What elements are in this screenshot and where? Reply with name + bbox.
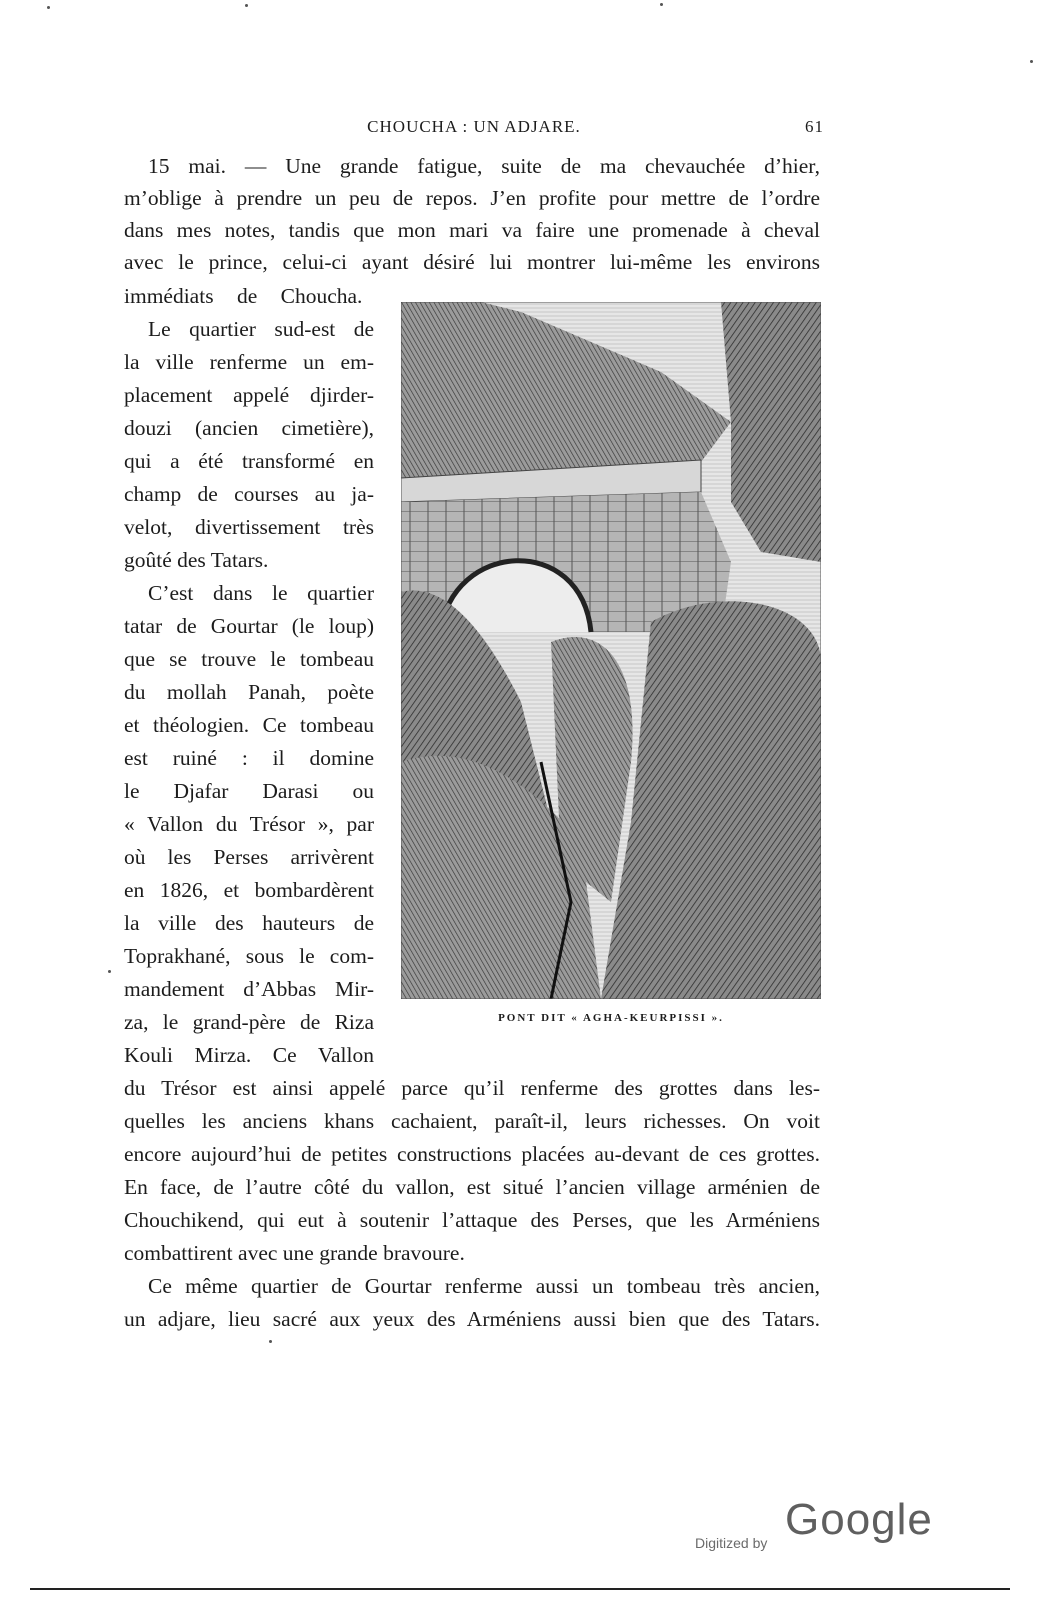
text-line: tatar de Gourtar (le loup): [124, 614, 374, 638]
scan-speck: [269, 1340, 272, 1343]
text-line: qui a été transformé en: [124, 449, 374, 473]
text-line: quelles les anciens khans cachaient, paraît-il, leurs richesses. On voit: [124, 1109, 820, 1133]
text-line: goûté des Tatars.: [124, 548, 269, 572]
google-logo: Google: [785, 1495, 933, 1544]
text-line: encore aujourd’hui de petites constructions placées au-devant de ces grottes.: [124, 1142, 820, 1166]
illustration-caption: PONT DIT « AGHA-KEURPISSI ».: [498, 1012, 724, 1024]
digitized-by-label: Digitized by: [695, 1535, 768, 1551]
text-line: le Djafar Darasi ou: [124, 779, 374, 803]
text-line: où les Perses arrivèrent: [124, 845, 374, 869]
text-line: combattirent avec une grande bravoure.: [124, 1241, 465, 1265]
text-line: Le quartier sud-est de: [148, 317, 374, 341]
text-line: dans mes notes, tandis que mon mari va faire une promenade à cheval: [124, 218, 820, 242]
scan-speck: [245, 4, 248, 7]
text-line: est ruiné : il domine: [124, 746, 374, 770]
text-line: velot, divertissement très: [124, 515, 374, 539]
scan-speck: [108, 970, 111, 973]
text-line: Kouli Mirza. Ce Vallon: [124, 1043, 374, 1067]
text-line: m’oblige à prendre un peu de repos. J’en profite pour mettre de l’ordre: [124, 186, 820, 210]
scan-speck: [1030, 60, 1033, 63]
text-line: la ville des hauteurs de: [124, 911, 374, 935]
text-line: avec le prince, celui-ci ayant désiré lui montrer lui-même les environs: [124, 250, 820, 274]
bridge-engraving: [401, 302, 821, 999]
text-line: la ville renferme un em-: [124, 350, 374, 374]
text-line: En face, de l’autre côté du vallon, est situé l’ancien village arménien de: [124, 1175, 820, 1199]
running-head: [124, 117, 824, 141]
text-line: « Vallon du Trésor », par: [124, 812, 374, 836]
text-line: et théologien. Ce tombeau: [124, 713, 374, 737]
text-line: champ de courses au ja-: [124, 482, 374, 506]
scan-speck: [660, 3, 663, 6]
page-number: 61: [805, 117, 824, 136]
text-line: mandement d’Abbas Mir-: [124, 977, 374, 1001]
text-line: que se trouve le tombeau: [124, 647, 374, 671]
running-head-title: CHOUCHA : UN ADJARE.: [367, 117, 581, 136]
text-line: 15 mai. — Une grande fatigue, suite de ma chevauchée d’hier,: [148, 154, 820, 178]
text-line: un adjare, lieu sacré aux yeux des Arméniens aussi bien que des Tatars.: [124, 1307, 820, 1331]
text-line: immédiats de Choucha.: [124, 284, 363, 308]
text-line: du mollah Panah, poète: [124, 680, 374, 704]
text-line: douzi (ancien cimetière),: [124, 416, 374, 440]
text-line: Chouchikend, qui eut à soutenir l’attaque des Perses, que les Arméniens: [124, 1208, 820, 1232]
text-line: placement appelé djirder-: [124, 383, 374, 407]
text-line: Toprakhané, sous le com-: [124, 944, 374, 968]
text-line: za, le grand-père de Riza: [124, 1010, 374, 1034]
digitized-watermark: [695, 1495, 933, 1555]
text-line: en 1826, et bombardèrent: [124, 878, 374, 902]
text-line: Ce même quartier de Gourtar renferme aussi un tombeau très ancien,: [148, 1274, 820, 1298]
page-edge-rule: [30, 1588, 1010, 1590]
text-line: du Trésor est ainsi appelé parce qu’il renferme des grottes dans les-: [124, 1076, 820, 1100]
text-line: C’est dans le quartier: [148, 581, 374, 605]
scan-speck: [47, 6, 50, 9]
